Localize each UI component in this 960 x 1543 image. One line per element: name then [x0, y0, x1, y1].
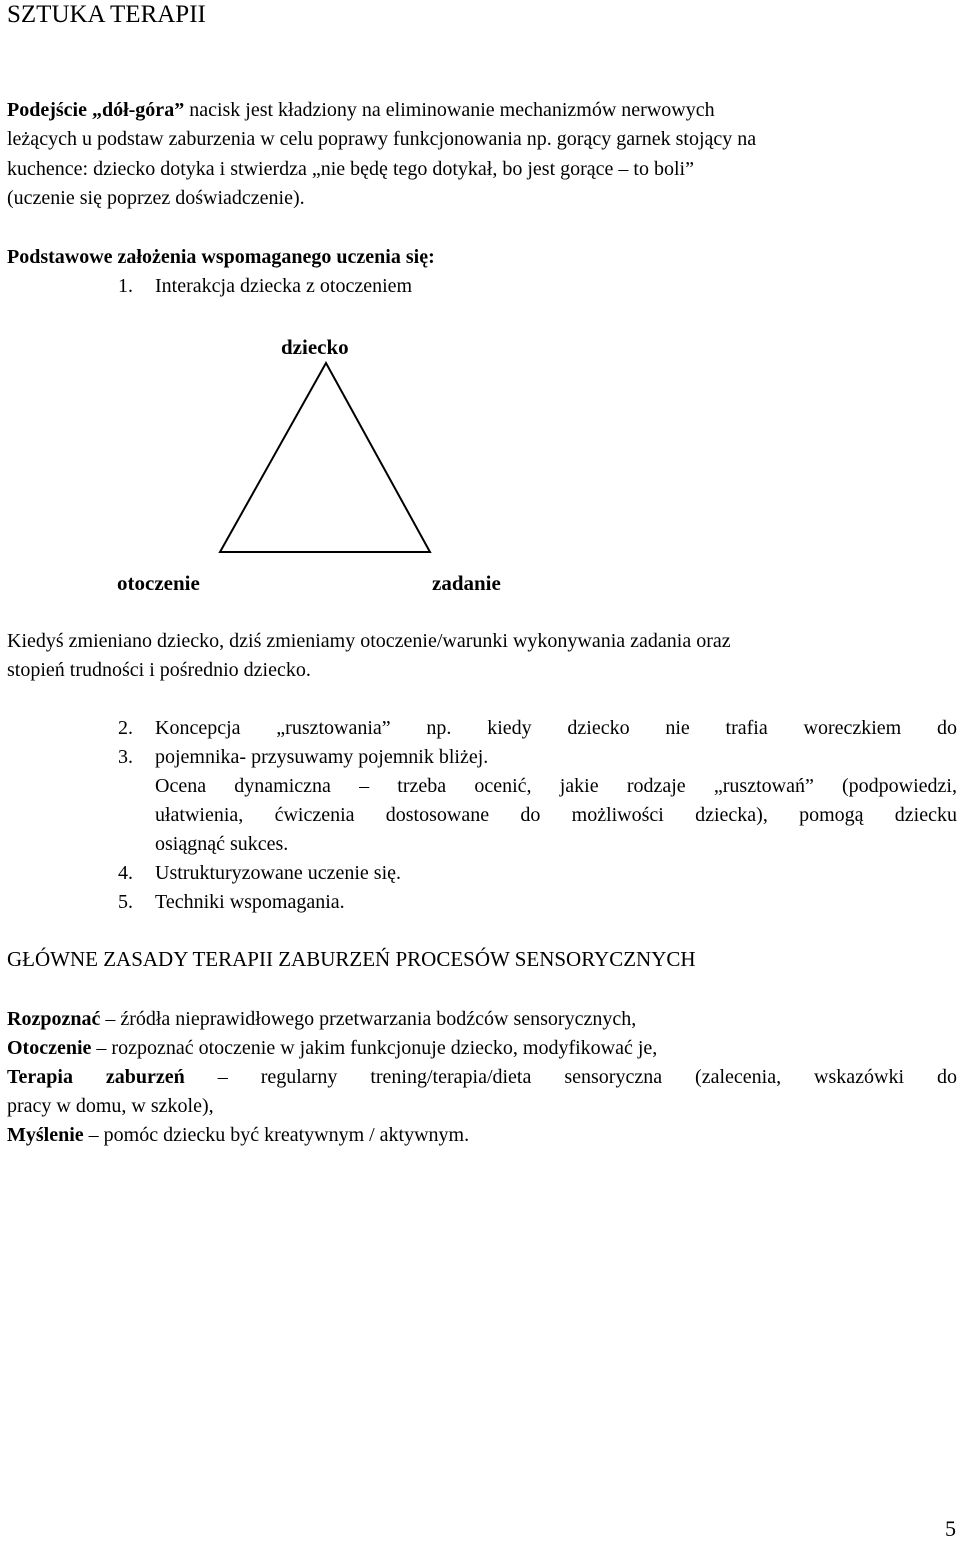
intro-line-4: (uczenie się poprzez doświadczenie).	[7, 187, 305, 209]
intro-line-2: leżących u podstaw zaburzenia w celu poprawy funkcjonowania np. gorący garnek stojący na	[7, 128, 757, 150]
principle-text: – źródła nieprawidłowego przetwarzania bodźców sensorycznych,	[100, 1008, 637, 1030]
list-item-line: pojemnika- przysuwamy pojemnik bliżej.	[155, 746, 489, 768]
list-item-line: ułatwienia, ćwiczenia dostosowane do możliwości dziecka), pomogą dziecku	[155, 804, 957, 826]
principle-row	[7, 1121, 957, 1150]
diagram-label-right: zadanie	[432, 571, 501, 595]
list-item-text: Interakcja dziecka z otoczeniem	[155, 275, 413, 297]
list-item-number: 2.	[118, 717, 133, 739]
list-item-text: Ustrukturyzowane uczenie się.	[155, 862, 402, 884]
list-item-number: 4.	[118, 862, 133, 884]
principle-row	[7, 1063, 957, 1092]
list-item-text	[155, 772, 957, 859]
principle-text: – pomóc dziecku być kreatywnym / aktywnym.	[83, 1124, 470, 1146]
principle-text: – rozpoznać otoczenie w jakim funkcjonuje dziecko, modyfikować je,	[91, 1037, 658, 1059]
list-item-number: 1.	[118, 275, 133, 297]
principle-term: Myślenie	[7, 1124, 84, 1146]
intro-term: Podejście „dół-góra”	[7, 99, 185, 121]
principles-heading: GŁÓWNE ZASADY TERAPII ZABURZEŃ PROCESÓW SENSORYCZNYCH	[7, 947, 696, 971]
diagram-label-top: dziecko	[281, 335, 349, 359]
principle-row-continued: pracy w domu, w szkole),	[7, 1095, 214, 1117]
page-title: SZTUKA TERAPII	[7, 1, 206, 28]
page-number: 5	[945, 1516, 956, 1541]
list-item-line: Koncepcja „rusztowania” np. kiedy dziecko nie trafia woreczkiem do	[155, 717, 957, 739]
triangle-shape	[200, 330, 550, 610]
principle-term: Terapia zaburzeń	[7, 1066, 185, 1088]
diagram-label-left: otoczenie	[117, 571, 200, 595]
intro-line-1	[7, 96, 957, 125]
after-diagram-line-1: Kiedyś zmieniano dziecko, dziś zmieniamy otoczenie/warunki wykonywania zadania oraz	[7, 630, 731, 652]
list-item-number: 5.	[118, 891, 133, 913]
principle-row	[7, 1034, 957, 1063]
principle-row	[7, 1005, 957, 1034]
list-item-line: osiągnąć sukces.	[155, 833, 289, 855]
principle-text: – regularny trening/terapia/dieta sensoryczna (zalecenia, wskazówki do	[184, 1066, 957, 1088]
list-item-text	[155, 714, 957, 772]
intro-text-1: nacisk jest kładziony na eliminowanie mechanizmów nerwowych	[184, 99, 715, 121]
list-item-line: Ocena dynamiczna – trzeba ocenić, jakie rodzaje „rusztowań” (podpowiedzi,	[155, 775, 957, 797]
after-diagram-line-2: stopień trudności i pośrednio dziecko.	[7, 659, 311, 681]
principle-term: Otoczenie	[7, 1037, 92, 1059]
intro-line-3: kuchence: dziecko dotyka i stwierdza „nie będę tego dotykał, bo jest gorące – to boli”	[7, 158, 694, 180]
principle-term: Rozpoznać	[7, 1008, 101, 1030]
triangle-diagram	[200, 330, 550, 610]
list-item-text: Techniki wspomagania.	[155, 891, 345, 913]
list-item-number: 3.	[118, 746, 133, 768]
assumptions-heading: Podstawowe założenia wspomaganego uczenia się:	[7, 246, 435, 268]
